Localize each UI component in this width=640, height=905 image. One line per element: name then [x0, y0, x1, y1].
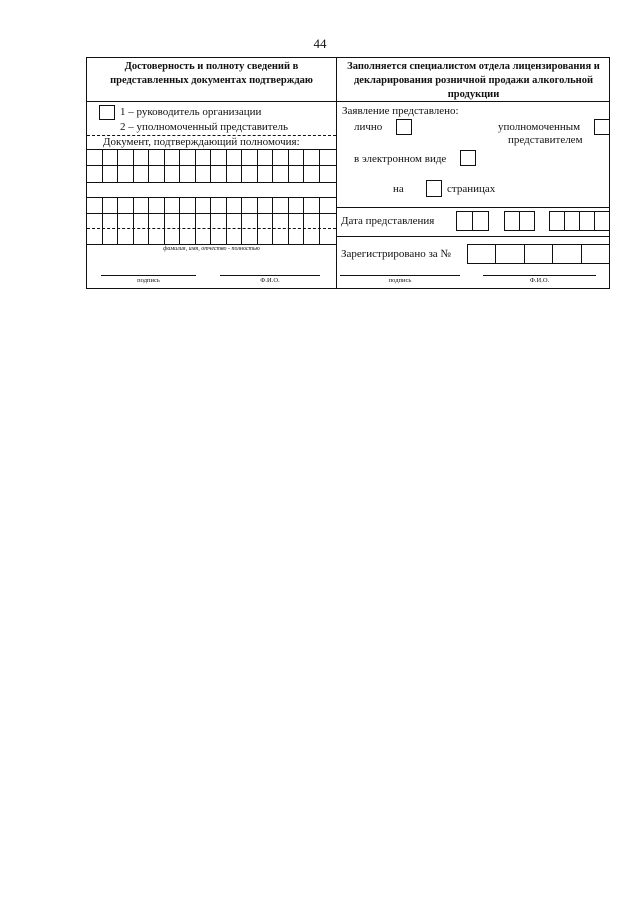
registered-label: Зарегистрировано за № [341, 248, 451, 260]
fullname-caption: фамилия, имя, отчество - полностью [163, 246, 260, 252]
name-caption-left: Ф.И.О. [260, 277, 280, 284]
signature-caption-left: подпись [137, 277, 160, 284]
signature-line-left [101, 275, 196, 276]
date-day-cells[interactable] [456, 211, 489, 231]
authorized-checkbox[interactable] [594, 119, 610, 135]
name-line-left [220, 275, 320, 276]
registration-number-cells[interactable] [467, 244, 610, 264]
right-column-header: Заполняется специалистом отдела лицензирования и декларирования розничной продажи алкогольной продукции [347, 61, 600, 100]
page-number: 44 [313, 36, 327, 51]
date-year-cells[interactable] [549, 211, 610, 231]
date-month-cells[interactable] [504, 211, 535, 231]
in-person-label: лично [354, 121, 383, 133]
signature-line-right [340, 275, 460, 276]
page-count-box[interactable] [426, 180, 442, 197]
verification-form [86, 57, 610, 289]
left-header-divider [87, 101, 336, 102]
name-caption-right: Ф.И.О. [529, 277, 550, 284]
on-label: на [393, 183, 404, 195]
authority-document-grid-2[interactable] [87, 197, 336, 244]
signatory-type-box[interactable] [99, 105, 115, 120]
signature-caption-right: подпись [388, 277, 412, 284]
name-line-right [483, 275, 596, 276]
date-label: Дата представления [341, 215, 435, 227]
submitted-label: Заявление представлено: [342, 105, 459, 117]
electronic-label: в электронном виде [354, 153, 447, 165]
in-person-checkbox[interactable] [396, 119, 412, 135]
authorized-label-line2: представителем [508, 134, 583, 146]
authority-document-label: Документ, подтверждающий полномочия: [103, 136, 300, 148]
left-column-header: Достоверность и полноту сведений в представленных документах подтверждаю [110, 61, 313, 86]
right-header-divider [337, 101, 610, 102]
pages-label: страницах [447, 183, 496, 195]
authorized-label-line1: уполномоченным [498, 121, 581, 133]
electronic-checkbox[interactable] [460, 150, 476, 166]
option-authorized-representative: 2 – уполномоченный представитель [120, 121, 289, 133]
option-director: 1 – руководитель организации [120, 106, 262, 118]
